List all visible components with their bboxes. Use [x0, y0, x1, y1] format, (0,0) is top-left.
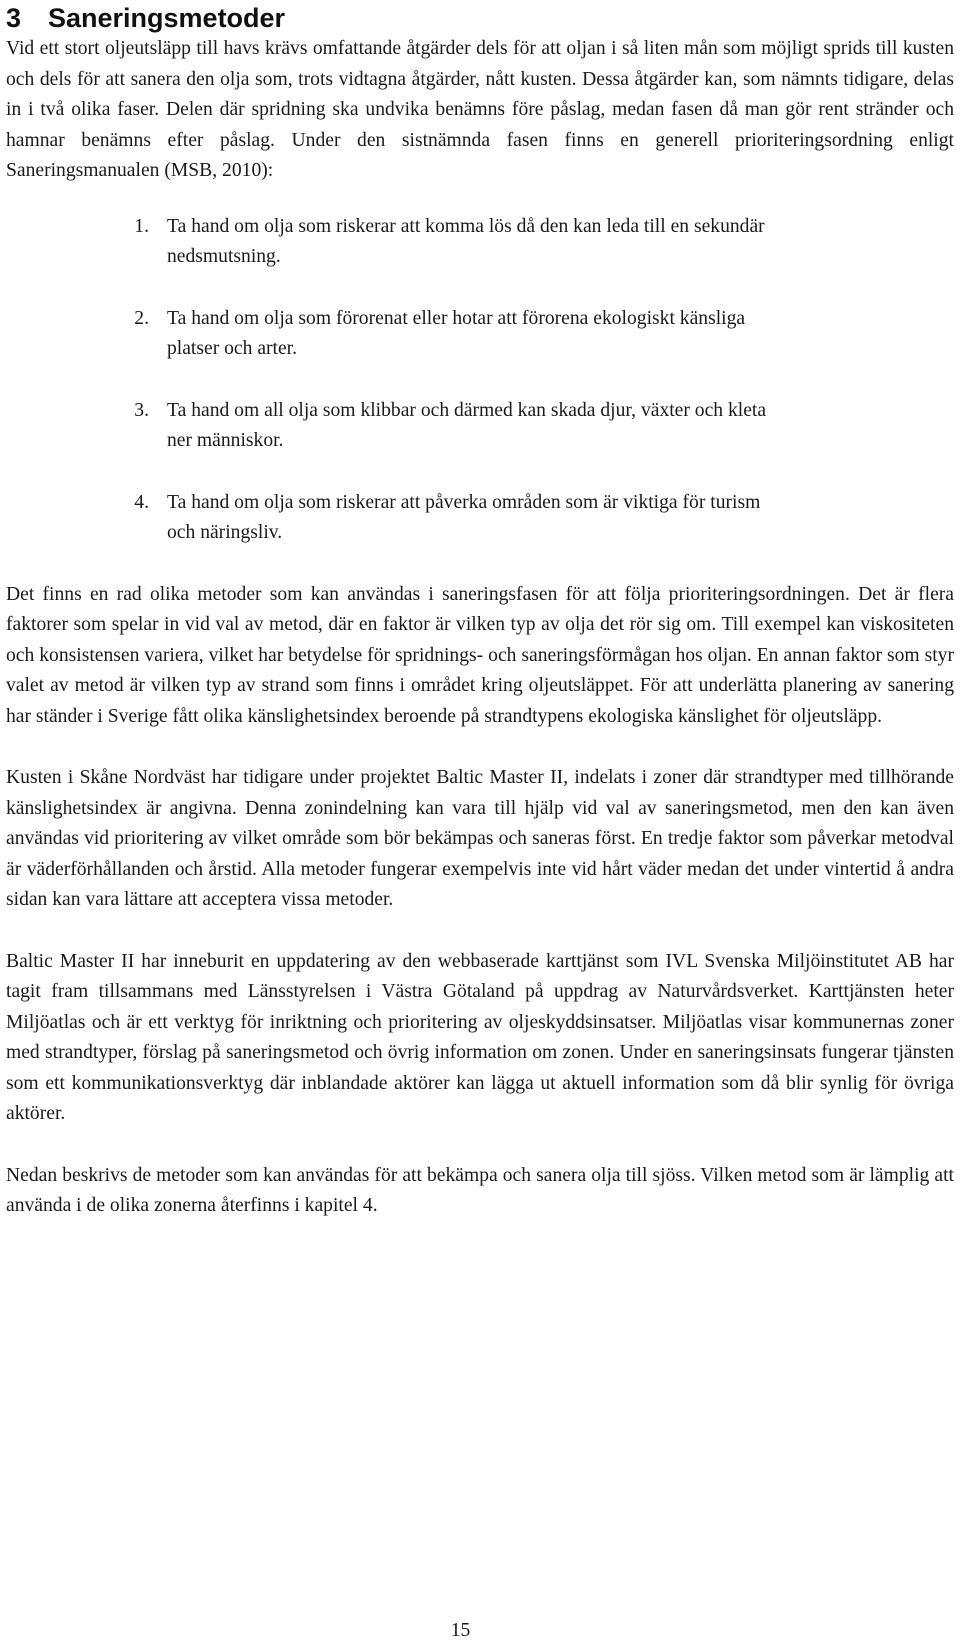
body-paragraph: Kusten i Skåne Nordväst har tidigare under projektet Baltic Master II, indelats i zoner där strandtyper med tillhörande känslighetsindex är angivna. Denna zonindelning kan vara till hjälp vid val av saneringsmetod, men den kan även användas vid prioritering av vilket område som bör bekämpas och saneras först. En tredje faktor som påverkar metodval är väderförhållanden och årstid. Alla metoder fungerar exempelvis inte vid hårt väder medan det under vintertid å andra sidan kan vara lättare att acceptera vissa metoder. [6, 767, 954, 910]
body-paragraph: Baltic Master II har inneburit en uppdatering av den webbaserade karttjänst som IVL Svenska Miljöinstitutet AB har tagit fram tillsammans med Länsstyrelsen i Västra Götaland på uppdrag av Naturvårdsverket. Karttjänsten heter Miljöatlas och är ett verktyg för inriktning och prioritering av oljeskyddsinsatser. Miljöatlas visar kommunernas zoner med strandtyper, förslag på saneringsmetod och övrig information om zonen. Under en saneringsinsats fungerar tjänsten som ett kommunikationsverktyg där inblandade aktörer kan lägga ut aktuell information som då blir synlig för övriga aktörer. [6, 950, 954, 1124]
priority-number: 4. [134, 491, 149, 513]
priority-text: Ta hand om all olja som klibbar och därmed kan skada djur, växter och kleta ner människor. [167, 399, 767, 451]
document-page [6, 0, 954, 1222]
priority-item [6, 304, 767, 365]
priority-item [6, 488, 767, 549]
section-title: Saneringsmetoder [48, 3, 286, 33]
priority-number: 2. [134, 307, 149, 329]
intro-paragraph: Vid ett stort oljeutsläpp till havs krävs omfattande åtgärder dels för att oljan i så liten mån som möjligt sprids till kusten och dels för att sanera den olja som, trots vidtagna åtgärder, nått kusten. Dessa åtgärder kan, som nämnts tidigare, delas in i två olika faser. Delen där spridning ska undvika benämns före påslag, medan fasen då man gör rent stränder och hamnar benämns efter påslag. Under den sistnämnda fasen finns en generell prioriteringsordning enligt Saneringsmanualen (MSB, 2010): [6, 38, 954, 181]
priority-text: Ta hand om olja som riskerar att påverka områden som är viktiga för turism och näringsliv. [167, 491, 761, 543]
section-number: 3 [6, 3, 22, 33]
priority-item [6, 396, 767, 457]
section-heading [6, 0, 954, 34]
priority-list [6, 212, 954, 549]
priority-text: Ta hand om olja som förorenat eller hotar att förorena ekologiskt känsliga platser och arter. [167, 307, 746, 359]
body-paragraph: Det finns en rad olika metoder som kan användas i saneringsfasen för att följa prioriteringsordningen. Det är flera faktorer som spelar in vid val av metod, där en faktor är vilken typ av olja det rör sig om. Till exempel kan viskositeten och konsistensen variera, vilket har betydelse för spridnings- och saneringsförmågan hos oljan. En annan faktor som styr valet av metod är vilken typ av strand som finns i området kring oljeutsläppet. För att underlätta planering av sanering har ständer i Sverige fått olika känslighetsindex beroende på strandtypens ekologiska känslighet för oljeutsläpp. [6, 583, 954, 727]
body-paragraph: Nedan beskrivs de metoder som kan användas för att bekämpa och sanera olja till sjöss. Vilken metod som är lämplig att använda i de olika zonerna återfinns i kapitel 4. [6, 1164, 954, 1216]
priority-text: Ta hand om olja som riskerar att komma lös då den kan leda till en sekundär nedsmutsning. [167, 215, 765, 267]
priority-item [6, 212, 767, 273]
priority-number: 1. [134, 215, 149, 237]
priority-number: 3. [134, 399, 149, 421]
page-number: 15 [450, 1620, 471, 1641]
